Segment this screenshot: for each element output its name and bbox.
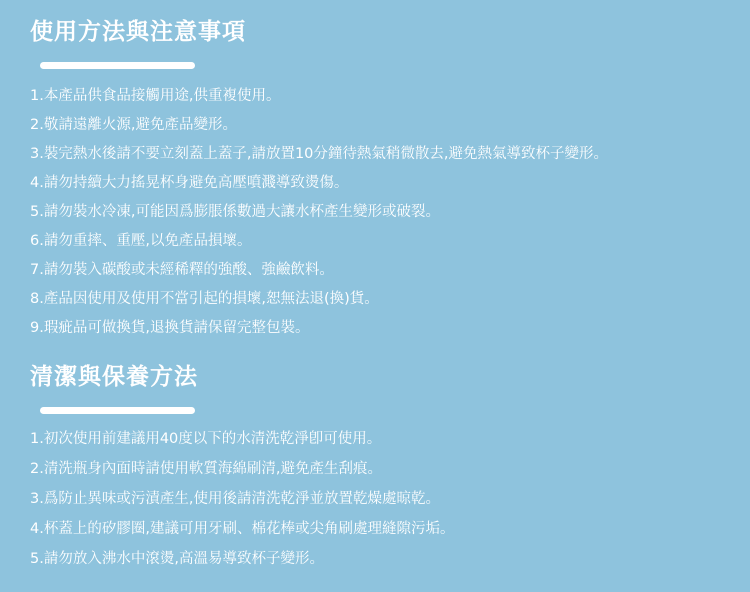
list-item: 2.清洗瓶身內面時請使用軟質海綿刷清,避免產生刮痕。 bbox=[30, 460, 382, 477]
list-item: 3.裝完熱水後請不要立刻蓋上蓋子,請放置10分鐘待熱氣稍微散去,避免熱氣導致杯子變形。 bbox=[30, 146, 608, 163]
title-underline-usage bbox=[40, 62, 195, 69]
title-underline-cleaning bbox=[40, 407, 195, 414]
section-title-cleaning: 清潔與保養方法 bbox=[30, 364, 198, 391]
list-item: 7.請勿裝入碳酸或未經稀釋的強酸、強鹼飲料。 bbox=[30, 262, 334, 279]
list-item: 5.請勿裝水冷凍,可能因爲膨脹係數過大讓水杯產生變形或破裂。 bbox=[30, 204, 440, 221]
section-title-usage: 使用方法與注意事項 bbox=[30, 19, 246, 45]
usage-notes-list bbox=[30, 85, 732, 339]
cleaning-care-list bbox=[30, 428, 732, 570]
list-item: 1.本產品供食品接觸用途,供重複使用。 bbox=[30, 88, 281, 105]
list-item: 2.敬請遠離火源,避免產品變形。 bbox=[30, 117, 237, 134]
list-item: 1.初次使用前建議用40度以下的水清洗乾淨卽可使用。 bbox=[30, 430, 382, 447]
list-item: 6.請勿重摔、重壓,以免產品損壞。 bbox=[30, 233, 252, 250]
section-cleaning-care bbox=[30, 361, 732, 569]
list-item: 3.爲防止異味或污漬產生,使用後請清洗乾淨並放置乾燥處晾乾。 bbox=[30, 490, 440, 507]
section-usage-notes bbox=[30, 16, 732, 339]
list-item: 5.請勿放入沸水中滾燙,高溫易導致杯子變形。 bbox=[30, 550, 324, 567]
list-item: 4.請勿持續大力搖晃杯身避免高壓噴濺導致燙傷。 bbox=[30, 175, 349, 192]
list-item: 4.杯蓋上的矽膠圈,建議可用牙刷、棉花棒或尖角刷處理縫隙污垢。 bbox=[30, 520, 455, 537]
list-item: 9.瑕疵品可做換貨,退換貨請保留完整包裝。 bbox=[30, 320, 310, 337]
list-item: 8.產品因使用及使用不當引起的損壞,恕無法退(換)貨。 bbox=[30, 291, 379, 308]
